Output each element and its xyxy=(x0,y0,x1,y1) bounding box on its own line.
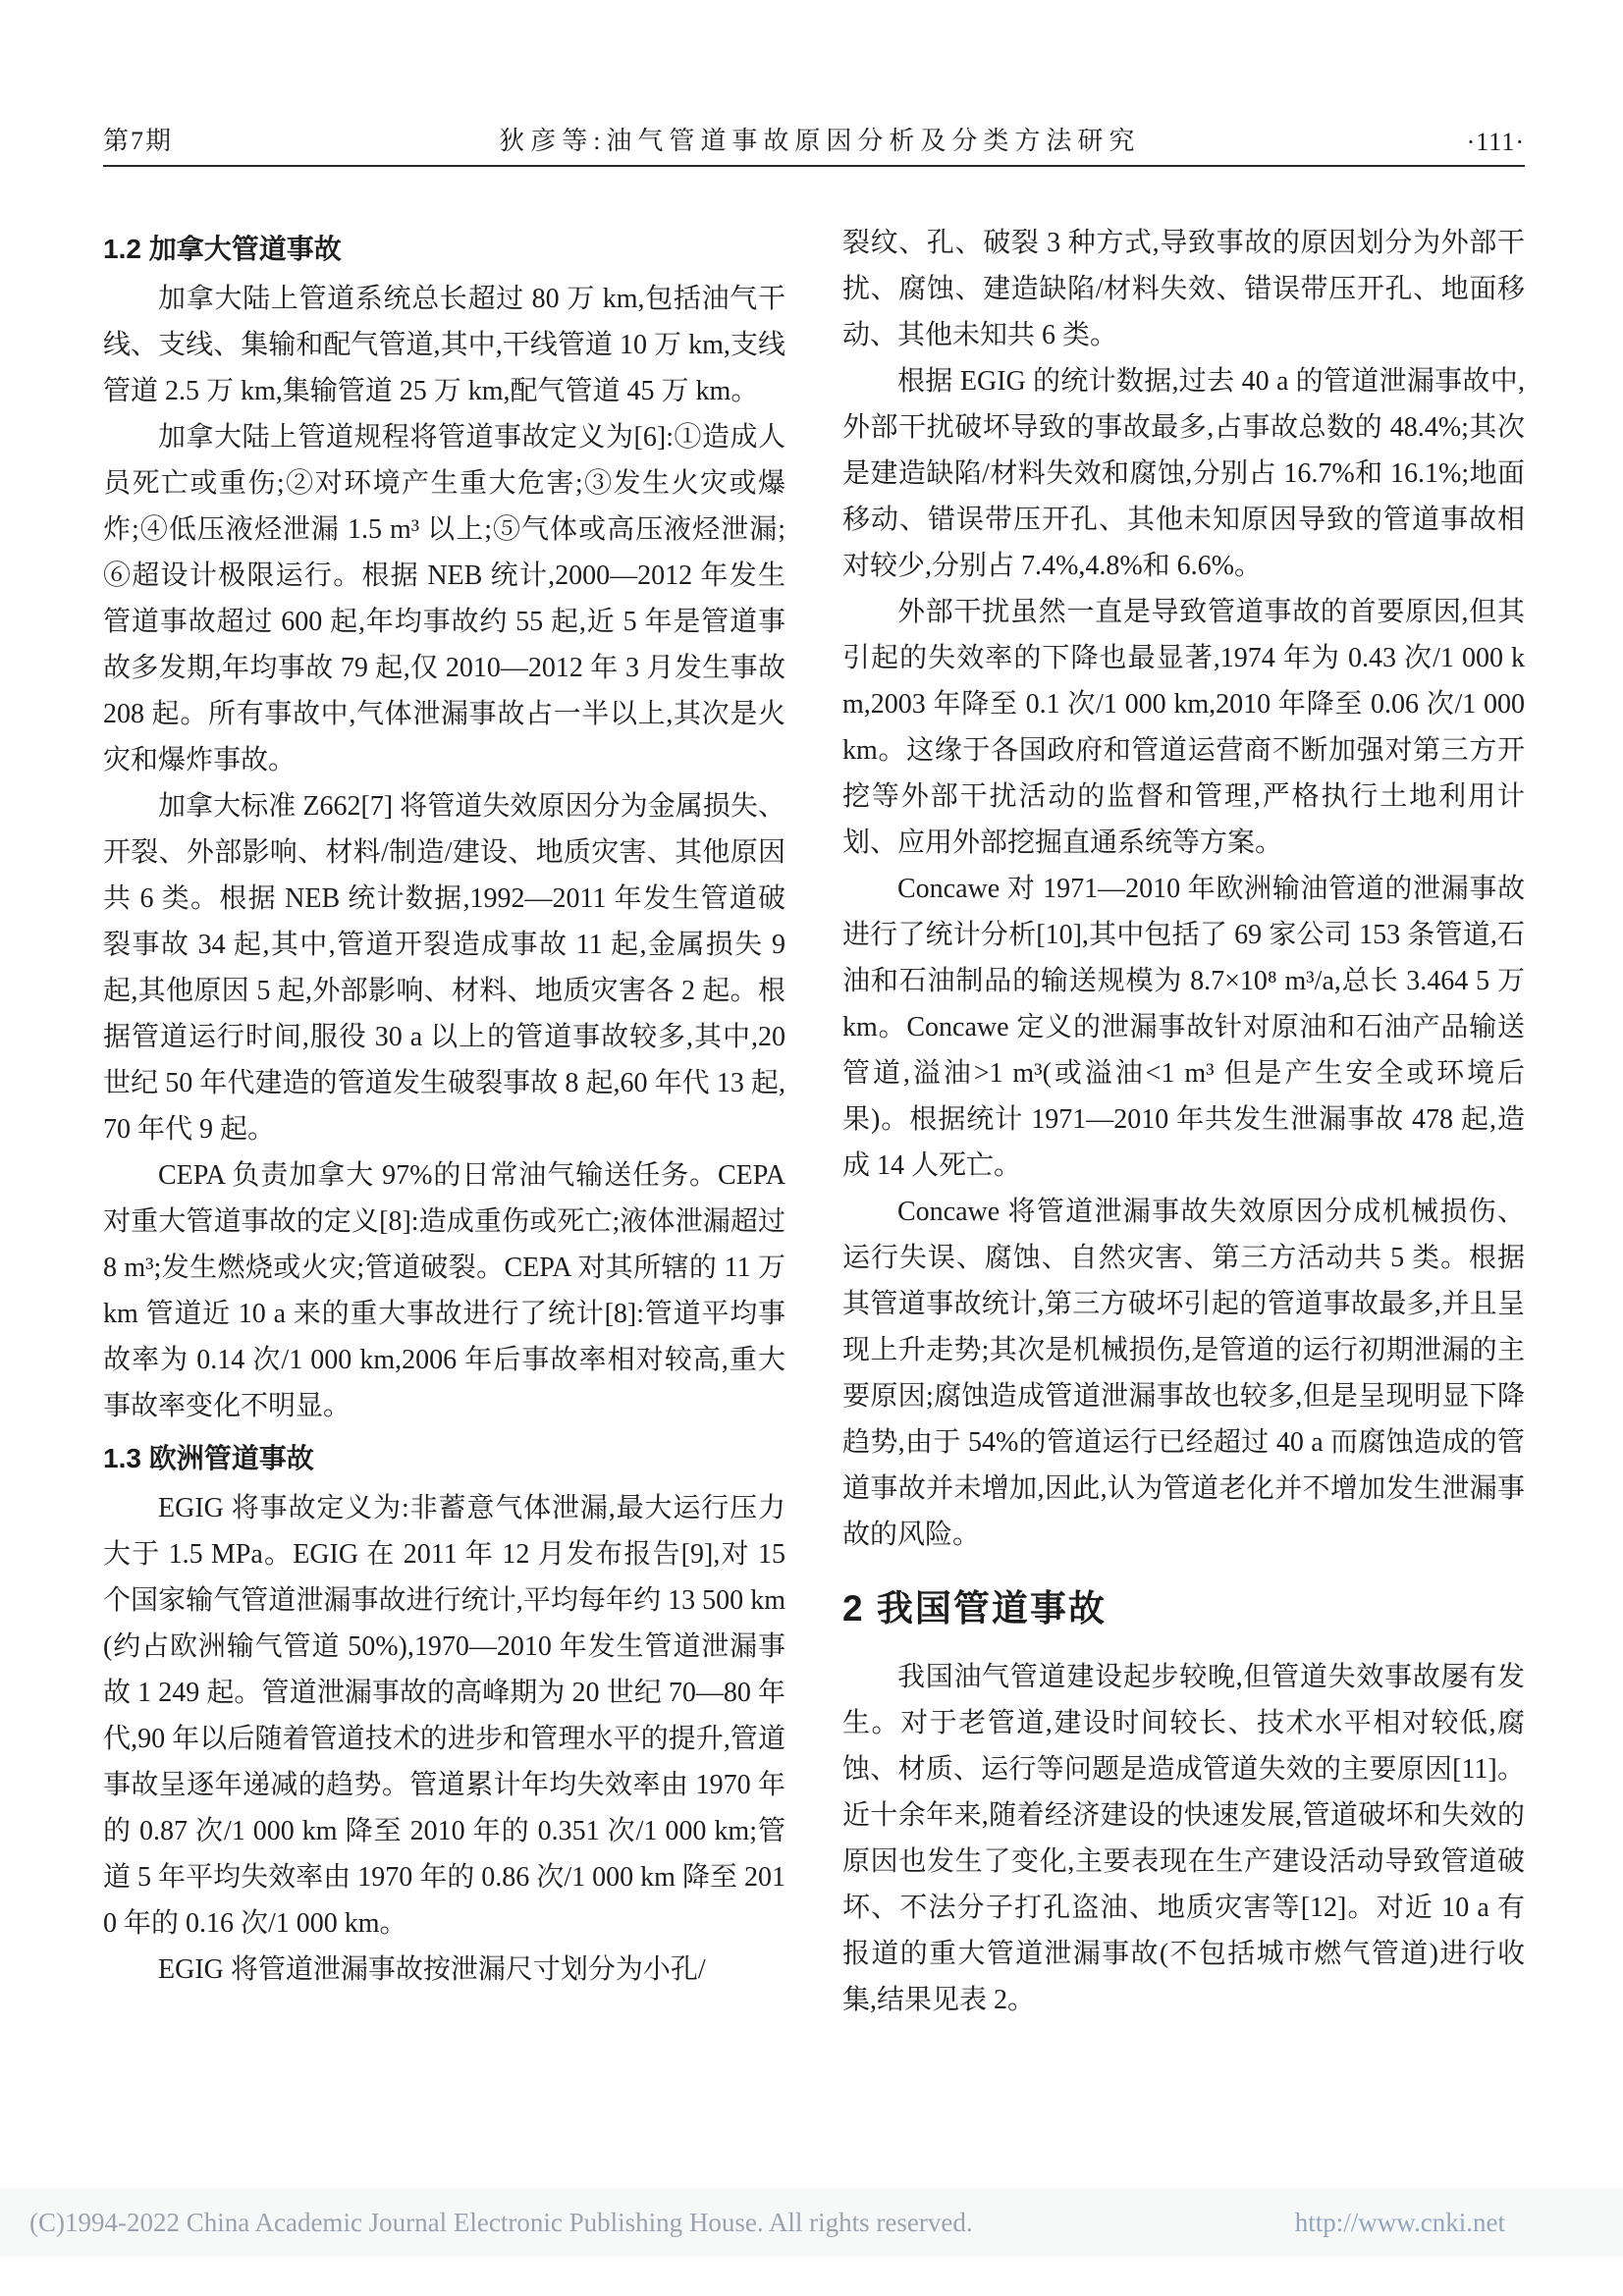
paragraph-canada-overview: 加拿大陆上管道系统总长超过 80 万 km,包括油气干线、支线、集输和配气管道,其中,干线管道 10 万 km,支线管道 2.5 万 km,集输管道 25 万 km,配气管道 45 万 km。 xyxy=(103,284,785,406)
issue-number: 第7期 xyxy=(103,127,174,155)
section-heading-1-3: 1.3 欧洲管道事故 xyxy=(103,1443,314,1473)
paragraph-cepa: CEPA 负责加拿大 97%的日常油气输送任务。CEPA 对重大管道事故的定义[8]:造成重伤或死亡;液体泄漏超过 8 m³;发生燃烧或火灾;管道破裂。CEPA 对其所辖的 11 万 km 管道近 10 a 来的重大事故进行了统计[8]:管道平均事故率为 0.14 次/1 000 km,2006 年后事故率相对较高,重大事故率变化不明显。 xyxy=(103,1160,785,1421)
paragraph-egig-leak-size: EGIG 将管道泄漏事故按泄漏尺寸划分为小孔/ xyxy=(158,1954,706,1985)
paragraph-canada-definition: 加拿大陆上管道规程将管道事故定义为[6]:①造成人员死亡或重伤;②对环境产生重大危害;③发生火灾或爆炸;④低压液烃泄漏 1.5 m³ 以上;⑤气体或高压液烃泄漏;⑥超设计极限运行。根据 NEB 统计,2000—2012 年发生管道事故超过 600 起,年均事故约 55 起,近 5 年是管道事故多发期,年均事故 79 起,仅 2010—2012 年 3 月发生事故 208 起。所有事故中,气体泄漏事故占一半以上,其次是火灾和爆炸事故。 xyxy=(103,422,785,775)
article-body xyxy=(103,220,1525,2023)
section-heading-1-2: 1.2 加拿大管道事故 xyxy=(103,234,342,264)
page-header xyxy=(103,124,1525,167)
cnki-url-link[interactable]: http://www.cnki.net xyxy=(1294,2207,1505,2237)
section-heading-2: 2 我国管道事故 xyxy=(842,1588,1107,1629)
page-number: ·111· xyxy=(1466,128,1525,156)
running-title: 狄彦等:油气管道事故原因分析及分类方法研究 xyxy=(499,127,1141,155)
paragraph-egig: EGIG 将事故定义为:非蓄意气体泄漏,最大运行压力大于 1.5 MPa。EGIG 在 2011 年 12 月发布报告[9],对 15 个国家输气管道泄漏事故进行统计,平均每年约 13 500 km(约占欧洲输气管道 50%),1970—2010 年发生管道泄漏事故 1 249 起。管道泄漏事故的高峰期为 20 世纪 70—80 年代,90 年以后随着管道技术的进步和管理水平的提升,管道事故呈逐年递减的趋势。管道累计年均失效率由 1970 年的 0.87 次/1 000 km 降至 2010 年的 0.351 次/1 000 km;管道 5 年平均失效率由 1970 年的 0.86 次/1 000 km 降至 2010 年的 0.16 次/1 000 km。 xyxy=(103,1493,785,1939)
paragraph-egig-statistics: 根据 EGIG 的统计数据,过去 40 a 的管道泄漏事故中,外部干扰破坏导致的事故最多,占事故总数的 48.4%;其次是建造缺陷/材料失效和腐蚀,分别占 16.7%和 16.1%;地面移动、错误带压开孔、其他未知原因导致的管道事故相对较少,分别占 7.4%,4.8%和 6.6%。 xyxy=(842,366,1525,581)
paragraph-external-interference: 外部干扰虽然一直是导致管道事故的首要原因,但其引起的失效率的下降也最显著,1974 年为 0.43 次/1 000 km,2003 年降至 0.1 次/1 000 km,2010 年降至 0.06 次/1 000 km。这缘于各国政府和管道运营商不断加强对第三方开挖等外部干扰活动的监督和管理,严格执行土地利用计划、应用外部挖掘直通系统等方案。 xyxy=(842,597,1526,858)
paragraph-canada-z662: 加拿大标准 Z662[7] 将管道失效原因分为金属损失、开裂、外部影响、材料/制造/建设、地质灾害、其他原因共 6 类。根据 NEB 统计数据,1992—2011 年发生管道破裂事故 34 起,其中,管道开裂造成事故 11 起,金属损失 9 起,其他原因 5 起,外部影响、材料、地质灾害各 2 起。根据管道运行时间,服役 30 a 以上的管道事故较多,其中,20 世纪 50 年代建造的管道发生破裂事故 8 起,60 年代 13 起,70 年代 9 起。 xyxy=(103,791,785,1145)
left-column xyxy=(103,220,785,2023)
paragraph-concawe-statistics: Concawe 对 1971—2010 年欧洲输油管道的泄漏事故进行了统计分析[10],其中包括了 69 家公司 153 条管道,石油和石油制品的输送规模为 8.7×10⁸ m³/a,总长 3.464 5 万 km。Concawe 定义的泄漏事故针对原油和石油产品输送管道,溢油>1 m³(或溢油<1 m³ 但是产生安全或环境后果)。根据统计 1971—2010 年共发生泄漏事故 478 起,造成 14 人死亡。 xyxy=(842,874,1525,1181)
copyright-text: (C)1994-2022 China Academic Journal Electronic Publishing House. All rights reserved. xyxy=(29,2207,973,2237)
right-column xyxy=(842,220,1525,2023)
paragraph-china-pipelines: 我国油气管道建设起步较晚,但管道失效事故屡有发生。对于老管道,建设时间较长、技术水平相对较低,腐蚀、材质、运行等问题是造成管道失效的主要原因[11]。近十余年来,随着经济建设的快速发展,管道破坏和失效的原因也发生了变化,主要表现在生产建设活动导致管道破坏、不法分子打孔盗油、地质灾害等[12]。对近 10 a 有报道的重大管道泄漏事故(不包括城市燃气管道)进行收集,结果见表 2。 xyxy=(842,1662,1525,2015)
paragraph-leak-types-continued: 裂纹、孔、破裂 3 种方式,导致事故的原因划分为外部干扰、腐蚀、建造缺陷/材料失效、错误带压开孔、地面移动、其他未知共 6 类。 xyxy=(842,228,1525,350)
paragraph-concawe-causes: Concawe 将管道泄漏事故失效原因分成机械损伤、运行失误、腐蚀、自然灾害、第三方活动共 5 类。根据其管道事故统计,第三方破坏引起的管道事故最多,并且呈现上升走势;其次是机械损伤,是管道的运行初期泄漏的主要原因;腐蚀造成管道泄漏事故也较多,但是呈现明显下降趋势,由于 54%的管道运行已经超过 40 a 而腐蚀造成的管道事故并未增加,因此,认为管道老化并不增加发生泄漏事故的风险。 xyxy=(842,1197,1525,1550)
page-footer xyxy=(0,2188,1623,2257)
